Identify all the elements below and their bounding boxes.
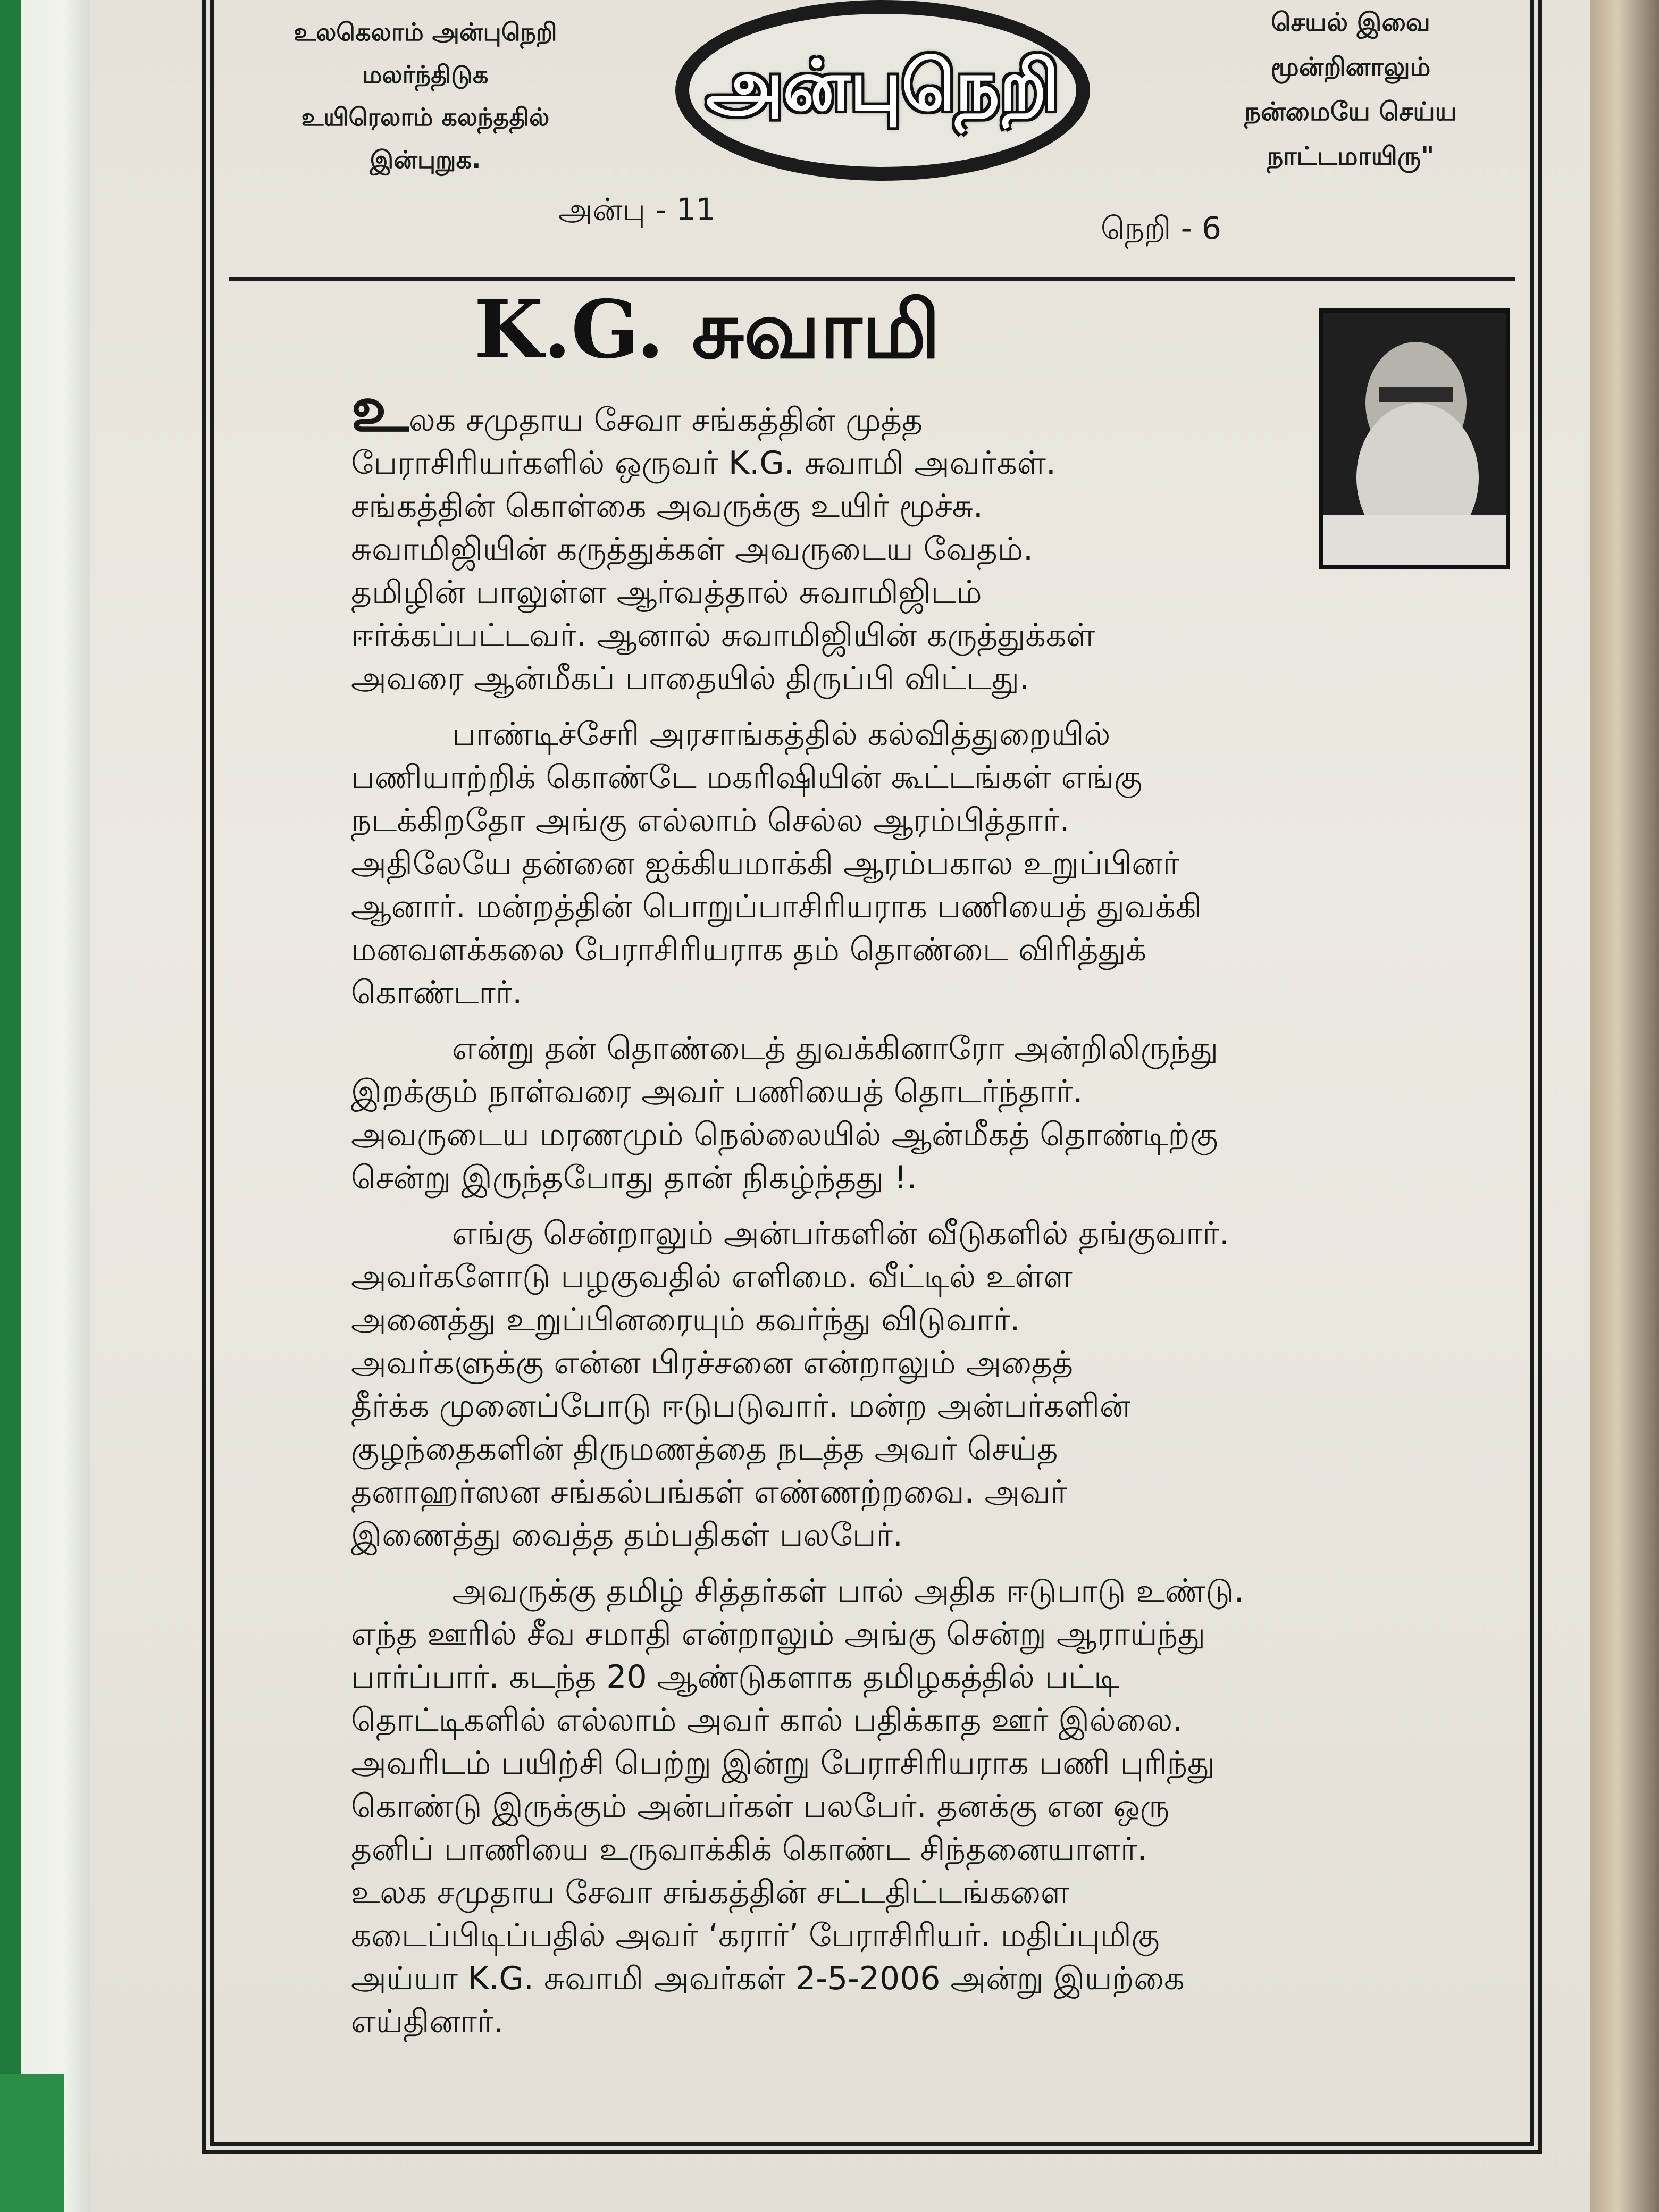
masthead bbox=[229, 0, 1515, 281]
verse-line: மூன்றினாலும் bbox=[1270, 52, 1431, 82]
verse-line: செயல் இவை bbox=[1271, 7, 1430, 37]
article-title: K.G. சுவாமி bbox=[474, 283, 941, 376]
verse-line: இன்புறுக. bbox=[370, 145, 481, 174]
issue-number: நெறி - 6 bbox=[1101, 210, 1221, 246]
verse-line: மலர்ந்திடுக bbox=[362, 60, 489, 89]
article-paragraph: என்று தன் தொண்டைத் துவக்கினாரோ அன்றிலிருந்து இறக்கும் நாள்வரை அவர் பணியைத் தொடர்ந்தார். அவருடைய மரணமும் நெல்லையில் ஆன்மீகத் தொண்டிற்கு சென்று இருந்தபோது தான் நிகழ்ந்தது !. bbox=[351, 1030, 1218, 1196]
article-body bbox=[351, 372, 1526, 2043]
verse-line: உயிரெலாம் கலந்ததில் bbox=[301, 103, 550, 131]
article-paragraph: அவருக்கு தமிழ் சித்தர்கள் பால் அதிக ஈடுபாடு உண்டு. எந்த ஊரில் சீவ சமாதி என்றாலும் அங்கு சென்று ஆராய்ந்து பார்ப்பார். கடந்த 20 ஆண்டுகளாக தமிழகத்தில் பட்டி தொட்டிகளில் எல்லாம் அவர் கால் பதிக்காத ஊர் இல்லை. அவரிடம் பயிற்சி பெற்று இன்று பேராசிரியராக பணி புரிந்து கொண்டு இருக்கும் அன்பர்கள் பலபேர். தனக்கு என ஒரு தனிப் பாணியை உருவாக்கிக் கொண்ட சிந்தனையாளர். உலக சமுதாய சேவா சங்கத்தின் சட்டதிட்டங்களை கடைப்பிடிப்பதில் அவர் ‘கரார்’ பேராசிரியர். மதிப்புமிகு அய்யா K.G. சுவாமி அவர்கள் 2-5-2006 அன்று இயற்கை எய்தினார். bbox=[351, 1572, 1244, 2040]
anbuneri-logo: அன்புநெறி bbox=[675, 0, 1090, 181]
issue-volume: அன்பு - 11 bbox=[558, 191, 716, 228]
masthead-right-verse bbox=[1202, 0, 1499, 179]
page-stack-edge bbox=[1590, 0, 1659, 2212]
verse-line: நாட்டமாயிரு" bbox=[1267, 141, 1435, 171]
article-paragraph: பாண்டிச்சேரி அரசாங்கத்தில் கல்வித்துறையில் பணியாற்றிக் கொண்டே மகரிஷியின் கூட்டங்கள் எங்கு நடக்கிறதோ அங்கு எல்லாம் செல்ல ஆரம்பித்தார். அதிலேயே தன்னை ஐக்கியமாக்கி ஆரம்பகால உறுப்பினர் ஆனார். மன்றத்தின் பொறுப்பாசிரியராக பணியைத் துவக்கி மனவளக்கலை பேராசிரியராக தம் தொண்டை விரித்துக் கொண்டார். bbox=[351, 716, 1202, 1011]
masthead-left-verse bbox=[250, 11, 601, 181]
green-corner bbox=[0, 2074, 64, 2212]
verse-line: நன்மையே செய்ய bbox=[1244, 97, 1457, 127]
drop-cap: உ bbox=[351, 372, 409, 446]
article-paragraph: எங்கு சென்றாலும் அன்பர்களின் வீடுகளில் தங்குவார். அவர்களோடு பழகுவதில் எளிமை. வீட்டில் உள்ள அனைத்து உறுப்பினரையும் கவர்ந்து விடுவார். அவர்களுக்கு என்ன பிரச்சனை என்றாலும் அதைத் தீர்க்க முனைப்போடு ஈடுபடுவார். மன்ற அன்பர்களின் குழந்தைகளின் திருமணத்தை நடத்த அவர் செய்த தனாஹர்ஸன சங்கல்பங்கள் எண்ணற்றவை. அவர் இணைத்து வைத்த தம்பதிகள் பலபேர். bbox=[351, 1215, 1230, 1554]
verse-line: உலகெலாம் அன்புநெறி bbox=[294, 18, 557, 46]
article-paragraph bbox=[351, 372, 1526, 700]
green-page-edge bbox=[0, 0, 21, 2212]
paragraph-text: லக சமுதாய சேவா சங்கத்தின் முத்த பேராசிரியர்களில் ஒருவர் K.G. சுவாமி அவர்கள். சங்கத்தின் கொள்கை அவருக்கு உயிர் மூச்சு. சுவாமிஜியின் கருத்துக்கள் அவருடைய வேதம். தமிழின் பாலுள்ள ஆர்வத்தால் சுவாமிஜிடம் ஈர்க்கப்பட்டவர். ஆனால் சுவாமிஜியின் கருத்துக்கள் அவரை ஆன்மீகப் பாதையில் திருப்பி விட்டது. bbox=[351, 401, 1095, 697]
magazine-page bbox=[90, 0, 1590, 2212]
